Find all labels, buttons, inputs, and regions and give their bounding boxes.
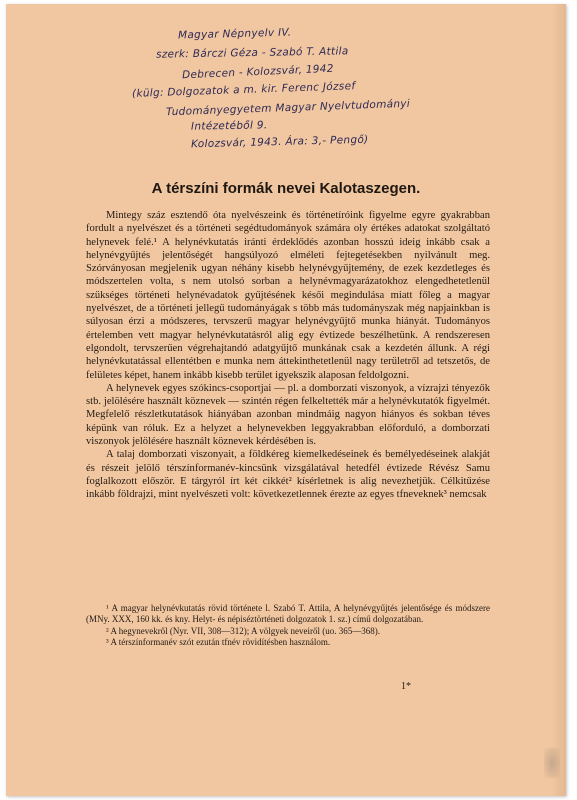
handwritten-note-line: Debrecen - Kolozsvár, 1942 (181, 62, 334, 82)
footnotes (86, 603, 490, 649)
paper-stain (544, 748, 560, 778)
body-paragraph: Mintegy száz esztendő óta nyelvészeink és történetíróink figyelme egyre gyakrabban fordult a nyelvészet és a történeti segédtudományok számára oly értékes adatokat szolgáltató helynevek felé.¹ A helynévkutatás iránti érdeklődés azonban hosszú ideig inkább csak a helynévgyűjtés jelentőségét hangsúlyozó elméleti fejtegetésekben nyilvánult meg. Szórványosan megjelenik ugyan néhány kisebb helynévgyűjtemény, de ezek kezdetleges és módszertelen volta, s nem utolsó sorban a helynévmagyarázatokhoz elengedhetetlenül szükséges történeti helynévadatok gyűjtésének késői megindulása miatt főleg a magyar nyelvészet, de a történeti jellegű tudományágak s több más tudományszak még napjainkban is súlyosan érzi a módszeres, tervszerű magyar helynévgyűjtő munka hiányát. Tudományos értelemben vett magyar helynévkutatásról alig egy évtizede beszélhetünk. A rendszeresen elgondolt, tervszerűen végrehajtandó adatgyűjtő munkának csak a kezdetén állunk. A régi helynévkutatással ellentétben e munka nem áttekinthetetlenül nagy területről ad tetszetős, de felületes képet, hanem inkább kisebb terület igyekszik alaposan feldolgozni. (86, 210, 490, 381)
footnote: ¹ A magyar helynévkutatás rövid története l. Szabó T. Attila, A helynévgyűjtés jelentősége és módszere (MNy. XXX, 160 kk. és kny. Helyt- és népiséztörténeti dolgozatok 1. sz.) című dolgozatában. (86, 603, 490, 625)
handwritten-note-line: (külg: Dolgozatok a m. kir. Ferenc József (131, 80, 356, 100)
article-title: A térszíni formák nevei Kalotaszegen. (151, 180, 421, 197)
body-paragraph: A helynevek egyes szókincs-csoportjai — pl. a domborzati viszonyok, a vízrajzi tényezők stb. jelölésére használt köznevek — szintén régen felkeltették már a helynévkutatók figyelmét. Megfelelő részletkutatások hiányában azonban mindmáig nagyon hiányos és sokban téves képünk van róluk. Ez a helyzet a helynevekben leggyakrabban előforduló, a domborzati viszonyok jelölésére használt köznevek kérdésében is. (86, 382, 490, 448)
handwritten-note-line: Magyar Népnyelv IV. (177, 26, 292, 42)
handwritten-note-line: Tudományegyetem Magyar Nyelvtudományi (165, 97, 411, 119)
page-edge-shadow (552, 4, 566, 796)
document-page (6, 4, 566, 796)
signature-mark: 1* (401, 681, 411, 692)
article-body (86, 209, 490, 502)
handwritten-note-line: Kolozsvár, 1943. Ára: 3,- Pengő) (190, 133, 369, 151)
handwritten-note-line: Intézetéből 9. (190, 119, 268, 133)
body-paragraph: A talaj domborzati viszonyait, a földkéreg kiemelkedéseinek és bemélyedéseinek alakját és részeit jelölő térszínformanév-kincsünk vizsgálatával hetedfél évtizede Révész Samu foglalkozott először. E tárgyról írt két cikkét² kísérletnek is alig nevezhetjük. Célkitűzése inkább földrajzi, mint nyelvészeti volt: következetlennek érezte az egyes tfneveknek³ nemcsak (86, 449, 490, 501)
footnote: ³ A térszínformanév szót ezután tfnév rövidítésben használom. (106, 637, 331, 648)
handwritten-note-line: szerk: Bárczi Géza - Szabó T. Attila (155, 45, 349, 61)
footnote: ² A hegynevekről (Nyr. VII, 308—312); A völgyek neveiről (uo. 365—368). (106, 625, 380, 636)
